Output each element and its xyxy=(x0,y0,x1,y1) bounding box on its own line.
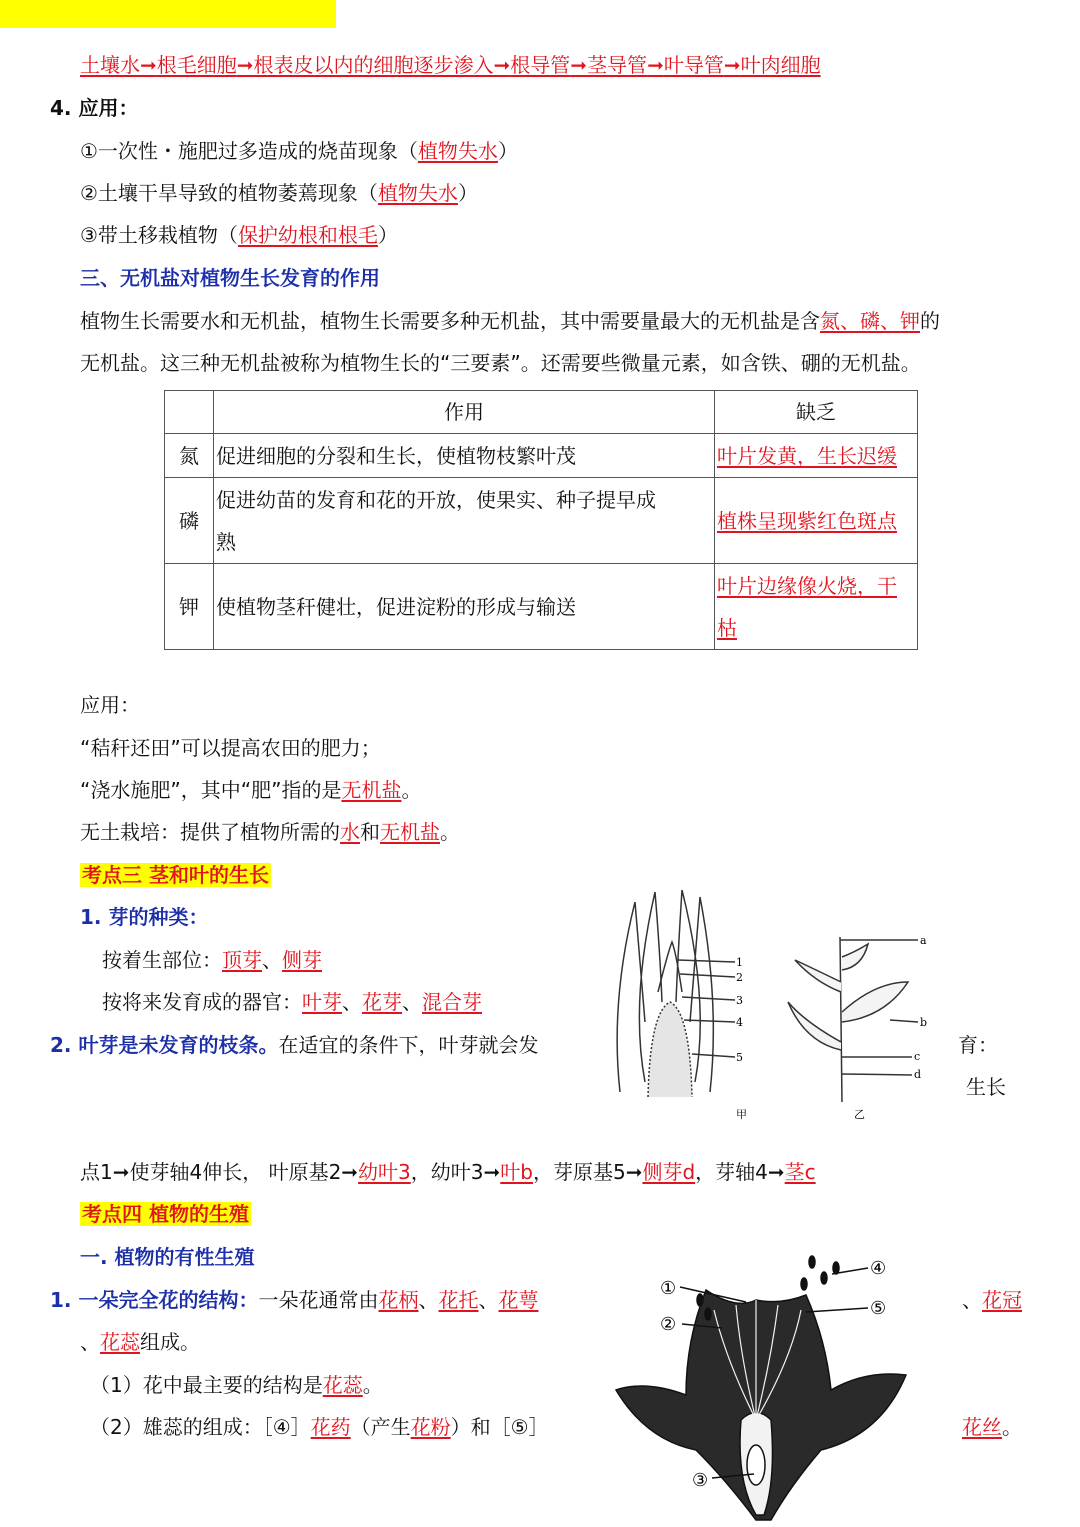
table-row xyxy=(165,434,918,478)
section4-heading: 4. 应用： xyxy=(50,96,139,120)
nutrient-table xyxy=(164,390,918,650)
flow-seg: 土壤水 xyxy=(80,53,140,77)
flow-seg: 根导管 xyxy=(510,53,571,77)
kp4-sub: 一. 植物的有性生殖 xyxy=(80,1245,255,1269)
shoot-drawing xyxy=(788,937,921,1102)
table-header: 作用 xyxy=(214,391,715,434)
table-row xyxy=(165,564,918,650)
kp3-title: 考点三 茎和叶的生长 xyxy=(82,863,269,887)
question1: （1）花中最主要的结构是花蕊。 xyxy=(90,1373,383,1397)
table-row xyxy=(165,478,918,564)
bud-by-position: 按着生部位：顶芽、侧芽 xyxy=(102,948,322,972)
fig-label: ① xyxy=(660,1278,677,1299)
arrow: ➞ xyxy=(570,53,588,77)
kp3-sub2-right2: 生长 xyxy=(966,1075,1006,1099)
fig-label: b xyxy=(920,1016,928,1029)
flow-line xyxy=(80,50,821,80)
question2: （2）雄蕊的组成：［④］花药（产生花粉）和［⑤］ xyxy=(90,1415,549,1439)
flower-line2: 、花蕊组成。 xyxy=(80,1330,200,1354)
section3-heading: 三、无机盐对植物生长发育的作用 xyxy=(80,266,380,290)
fig-label: c xyxy=(914,1050,921,1063)
lack-cell: 叶片发黄，生长迟缓 xyxy=(715,434,918,478)
arrow: ➞ xyxy=(140,53,157,77)
flow-seg: 根毛细胞 xyxy=(156,53,237,77)
fig-label: ③ xyxy=(692,1470,709,1491)
flow-seg: 茎导管 xyxy=(587,53,648,77)
section3-para1: 植物生长需要水和无机盐，植物生长需要多种无机盐，其中需要量最大的无机盐是含氮、磷、钾的 xyxy=(80,309,940,333)
fig-label: a xyxy=(920,934,927,947)
fig-label: ④ xyxy=(870,1258,887,1279)
apply-item: ③带土移栽植物（保护幼根和根毛） xyxy=(80,223,398,247)
growth-line: 点1➞使芽轴4伸长， 叶原基2➞幼叶3，幼叶3➞叶b，芽原基5➞侧芽d，芽轴4➞茎c xyxy=(80,1160,816,1184)
lack-cell: 植株呈现紫红色斑点 xyxy=(715,478,918,564)
table-header xyxy=(165,391,214,434)
kp3-sub2: 2. 叶芽是未发育的枝条。在适宜的条件下，叶芽就会发 xyxy=(50,1033,539,1057)
lack-cell: 叶片边缘像火烧，干 枯 xyxy=(715,564,918,650)
fig-label: 5 xyxy=(736,1051,743,1064)
element-cell: 氮 xyxy=(165,434,214,478)
element-cell: 钾 xyxy=(165,564,214,650)
kp3-sub2-right: 育： xyxy=(958,1033,998,1057)
kp4-title: 考点四 植物的生殖 xyxy=(82,1202,249,1226)
flower-right: 、花冠 xyxy=(962,1288,1022,1312)
role-cell: 促进幼苗的发育和花的开放，使果实、种子提早成 熟 xyxy=(214,478,715,564)
flow-seg: 叶肉细胞 xyxy=(740,53,821,77)
highlight-bar xyxy=(0,0,336,28)
apply2-line: 无土栽培：提供了植物所需的水和无机盐。 xyxy=(80,820,460,844)
flower-structure: 1. 一朵完全花的结构：一朵花通常由花柄、花托、花萼 xyxy=(50,1288,539,1312)
fig-label: d xyxy=(914,1068,922,1081)
role-cell: 使植物茎秆健壮，促进淀粉的形成与输送 xyxy=(214,564,715,650)
fig-caption: 乙 xyxy=(854,1108,865,1121)
role-cell: 促进细胞的分裂和生长，使植物枝繁叶茂 xyxy=(214,434,715,478)
fig-label: 1 xyxy=(736,956,743,969)
fig-label: 2 xyxy=(736,971,743,984)
fig-label: ⑤ xyxy=(870,1298,887,1319)
fig-label: 3 xyxy=(736,994,743,1007)
flow-seg: 根表皮以内的细胞逐步渗入 xyxy=(253,53,494,77)
flower-figure xyxy=(606,1250,916,1522)
apply-item: ②土壤干旱导致的植物萎蔫现象（植物失水） xyxy=(80,181,478,205)
apply2-line: “秸秆还田”可以提高农田的肥力； xyxy=(80,736,381,760)
table-header-row xyxy=(165,391,918,434)
kp3-sub1: 1. 芽的种类： xyxy=(80,905,209,929)
arrow: ➞ xyxy=(723,53,741,77)
apply2-label: 应用： xyxy=(80,693,140,717)
apply2-line: “浇水施肥”，其中“肥”指的是无机盐。 xyxy=(80,778,422,802)
fig-caption: 甲 xyxy=(736,1108,747,1121)
arrow: ➞ xyxy=(493,53,511,77)
flow-seg: 叶导管 xyxy=(663,53,724,77)
bud-by-organ: 按将来发育成的器官：叶芽、花芽、混合芽 xyxy=(102,990,482,1014)
fig-label: ② xyxy=(660,1314,677,1335)
apply-item: ①一次性・施肥过多造成的烧苗现象（植物失水） xyxy=(80,139,518,163)
bud-figure xyxy=(600,882,940,1122)
arrow: ➞ xyxy=(647,53,664,77)
fig-label: 4 xyxy=(736,1016,743,1029)
arrow: ➞ xyxy=(236,53,254,77)
table-header: 缺乏 xyxy=(715,391,918,434)
element-cell: 磷 xyxy=(165,478,214,564)
section3-para2: 无机盐。这三种无机盐被称为植物生长的“三要素”。还需要些微量元素，如含铁、硼的无机盐。 xyxy=(80,351,921,375)
bud-longitudinal-section xyxy=(617,890,735,1097)
question2-right: 花丝。 xyxy=(962,1415,1022,1439)
